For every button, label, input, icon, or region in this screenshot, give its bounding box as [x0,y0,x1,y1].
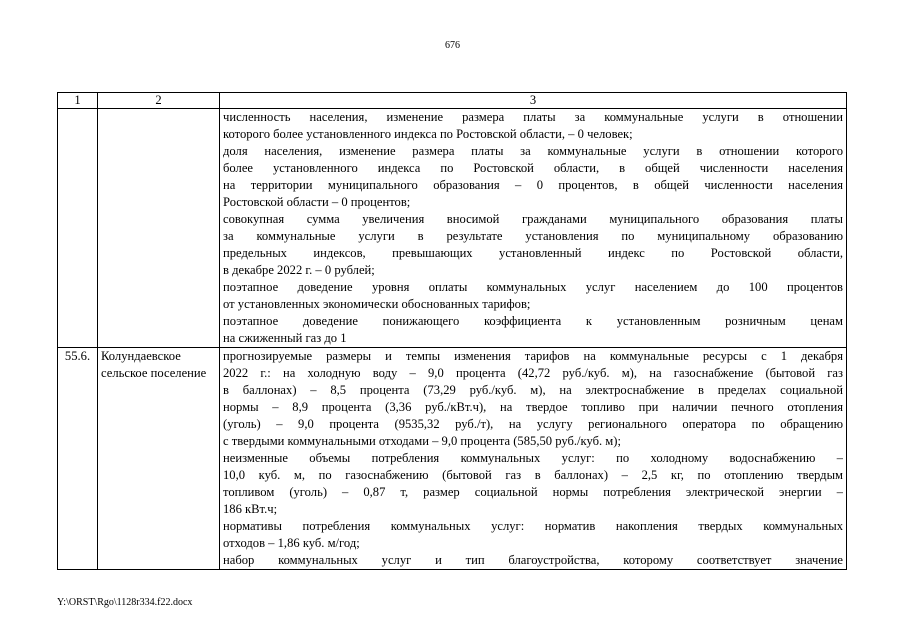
text-line: нормативы потребления коммунальных услуг: норматив накопления твердых коммунальных [223,519,843,533]
text-line: поэтапное доведение понижающего коэффициента к установленным розничным ценам [223,314,843,328]
text-line: совокупная сумма увеличения вносимой гражданами муниципального образования платы [223,212,843,226]
settlement-name: сельское поселение [101,366,207,380]
text-line: на территории муниципального образования – 0 процентов, в общей численности населения [223,178,843,192]
text-line: отходов – 1,86 куб. м/год; [223,536,360,550]
text-line: которого более установленного индекса по Ростовской области, – 0 человек; [223,127,633,141]
text-line: 2022 г.: на холодную воду – 9,0 процента (42,72 руб./куб. м), на газоснабжение (бытовой газ [223,366,843,380]
header-col-3: 3 [220,93,847,109]
text-line: численность населения, изменение размера платы за коммунальные услуги в отношении [223,110,843,124]
text-line: более установленного индекса по Ростовской области, в общей численности населения [223,161,843,175]
description-cell [220,109,847,348]
text-line: поэтапное доведение уровня оплаты коммунальных услуг населением до 100 процентов [223,280,843,294]
text-line: доля населения, изменение размера платы за коммунальные услуги в отношении которого [223,144,843,158]
text-line: с твердыми коммунальными отходами – 9,0 процента (585,50 руб./куб. м); [223,434,621,448]
text-line: набор коммунальных услуг и тип благоустройства, которому соответствует значение [223,553,843,567]
settlement-cell [98,109,220,348]
header-col-2: 2 [98,93,220,109]
settlement-cell [98,348,220,570]
text-line: 10,0 куб. м, по газоснабжению (бытовой газ в баллонах) – 2,5 кг, по отоплению твердым [223,468,843,482]
text-line: неизменные объемы потребления коммунальных услуг: по холодному водоснабжению – [223,451,843,465]
text-line: от установленных экономически обоснованных тарифов; [223,297,531,311]
description-cell [220,348,847,570]
text-line: нормы – 8,9 процента (3,36 руб./кВт.ч), на твердое топливо при наличии печного отопления [223,400,843,414]
table-row-continuation [58,109,847,348]
row-number-cell: 55.6. [58,348,98,570]
settlement-name: Колундаевское [101,349,181,363]
text-line: 186 кВт.ч; [223,502,278,516]
text-line: в баллонах) – 8,5 процента (73,29 руб./куб. м), на электроснабжение в пределах социальной [223,383,843,397]
text-line: на сжиженный газ до 1 [223,331,347,345]
table-header-row [58,93,847,109]
document-file-path: Y:\ORST\Rgo\1128r334.f22.docx [57,597,193,608]
text-line: прогнозируемые размеры и темпы изменения тарифов на коммунальные ресурсы с 1 декабря [223,349,843,363]
text-line: топливом (уголь) – 0,87 т, размер социальной нормы потребления электрической энергии – [223,485,843,499]
table-row-55-6 [58,348,847,570]
text-line: за коммунальные услуги в результате установления по муниципальному образованию [223,229,843,243]
data-table [57,92,847,570]
header-col-1: 1 [58,93,98,109]
text-line: (уголь) – 9,0 процента (9535,32 руб./т), на услугу регионального оператора по обращению [223,417,843,431]
text-line: предельных индексов, превышающих установленный индекс по Ростовской области, [223,246,843,260]
page-number: 676 [445,40,460,51]
row-number-cell [58,109,98,348]
text-line: в декабре 2022 г. – 0 рублей; [223,263,375,277]
text-line: Ростовской области – 0 процентов; [223,195,411,209]
